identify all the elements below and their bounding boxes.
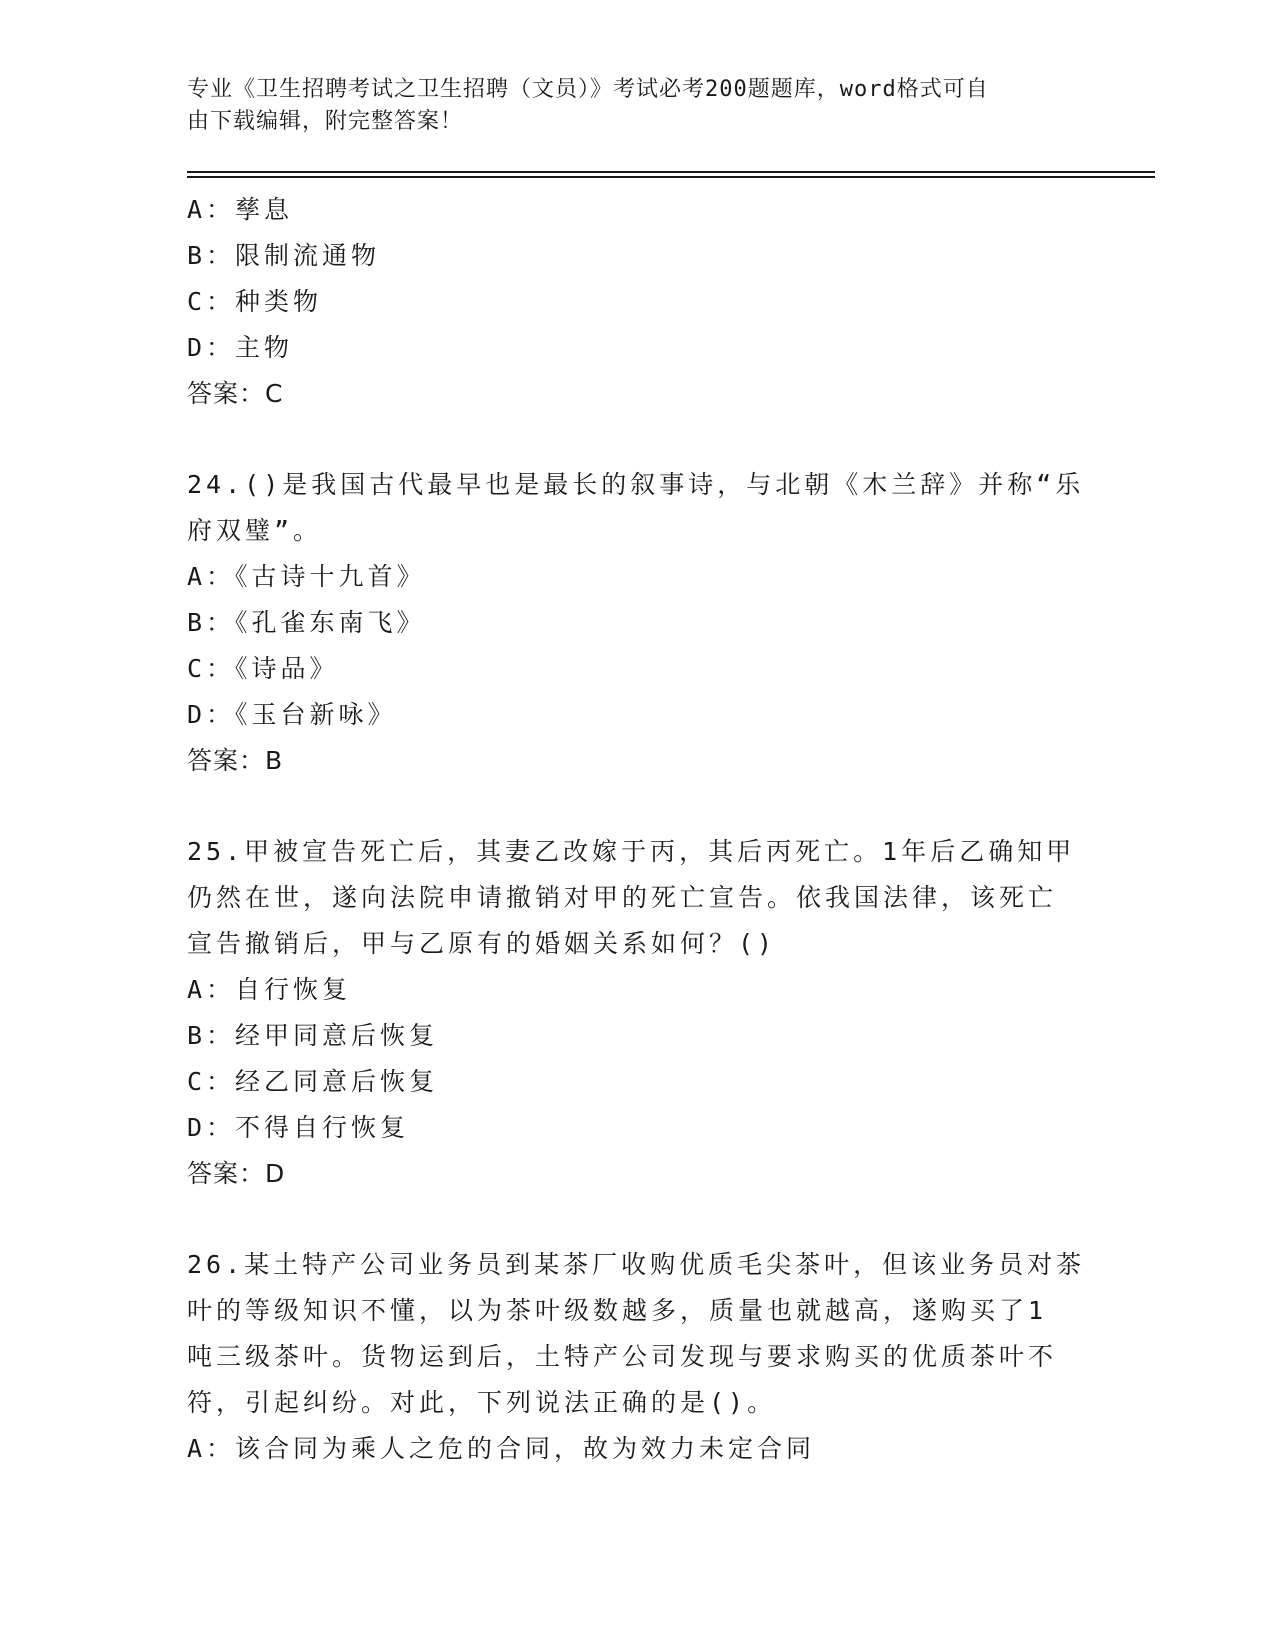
option-c: C：种类物 [187,287,323,316]
option-b: B：经甲同意后恢复 [187,1021,439,1050]
question-24 [187,462,1087,784]
option-b: B：《孔雀东南飞》 [187,608,426,637]
document-header [187,74,1067,138]
option-d: D：《玉台新咏》 [187,700,397,729]
option-a: A：《古诗十九首》 [187,562,426,591]
header-line-1: 专业《卫生招聘考试之卫生招聘（文员）》考试必考200题题库，word格式可自 [187,77,989,102]
option-c: C：《诗品》 [187,654,339,683]
answer-line: 答案：D [187,1159,286,1188]
question-text-line: 25.甲被宣告死亡后，其妻乙改嫁于丙，其后丙死亡。1年后乙确知甲 [187,837,1076,866]
question-fragment [187,187,1087,417]
question-25 [187,829,1087,1197]
question-text-line: 叶的等级知识不懂，以为茶叶级数越多，质量也就越高，遂购买了1 [187,1296,1048,1325]
option-d: D：主物 [187,333,294,362]
option-d: D：不得自行恢复 [187,1113,410,1142]
option-a: A：该合同为乘人之危的合同，故为效力未定合同 [187,1434,816,1463]
question-content [187,187,1087,1472]
question-spacer [187,1197,1087,1242]
answer-line: 答案：B [187,746,284,775]
header-line-2: 由下载编辑，附完整答案！ [187,109,464,134]
option-a: A：孳息 [187,195,294,224]
question-text-line: 26.某土特产公司业务员到某茶厂收购优质毛尖茶叶，但该业务员对茶 [187,1250,1086,1279]
question-text-line: 宣告撤销后，甲与乙原有的婚姻关系如何？() [187,929,777,958]
question-26 [187,1242,1087,1472]
option-b: B：限制流通物 [187,241,381,270]
answer-line: 答案：C [187,379,284,408]
question-text-line: 24.()是我国古代最早也是最长的叙事诗，与北朝《木兰辞》并称“乐 [187,470,1085,499]
option-a: A：自行恢复 [187,975,352,1004]
question-text-line: 府双璧”。 [187,516,323,545]
header-rule-top [187,171,1155,173]
option-c: C：经乙同意后恢复 [187,1067,439,1096]
header-rule-bottom [187,176,1155,178]
question-text-line: 符，引起纠纷。对此，下列说法正确的是()。 [187,1388,777,1417]
question-spacer [187,417,1087,462]
question-text-line: 仍然在世，遂向法院申请撤销对甲的死亡宣告。依我国法律，该死亡 [187,883,1058,912]
question-spacer [187,784,1087,829]
question-text-line: 吨三级茶叶。货物运到后，土特产公司发现与要求购买的优质茶叶不 [187,1342,1058,1371]
